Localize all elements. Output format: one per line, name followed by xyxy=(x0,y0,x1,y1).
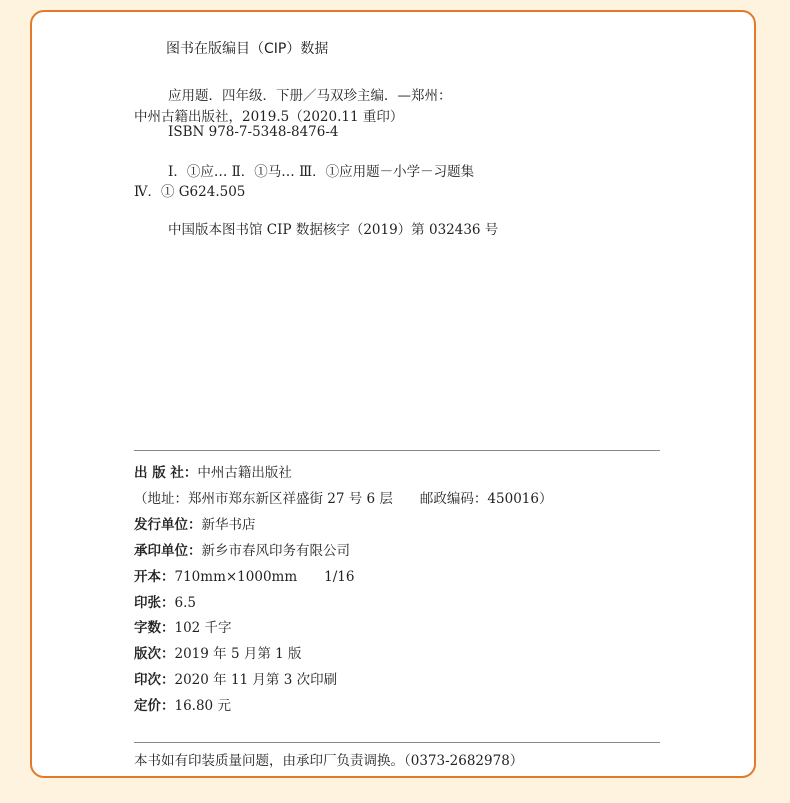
words-value: 102 千字 xyxy=(174,620,232,636)
edition-value: 2019 年 5 月第 1 版 xyxy=(174,646,302,662)
cip-record-number: 中国版本图书馆 CIP 数据核字（2019）第 032436 号 xyxy=(168,222,499,238)
price-value: 16.80 元 xyxy=(174,698,231,714)
quality-notice: 本书如有印装质量问题，由承印厂负责调换。（0373-2682978） xyxy=(134,753,524,769)
printer-label: 承印单位： xyxy=(134,543,202,559)
price-row xyxy=(134,694,231,714)
sheets-label: 印张： xyxy=(134,595,175,611)
sheets-value: 6.5 xyxy=(174,595,196,611)
cip-classification-2: Ⅳ．① G624.505 xyxy=(134,184,246,200)
cip-line-2: 中州古籍出版社，2019.5（2020.11 重印） xyxy=(134,109,404,125)
page-frame xyxy=(30,10,756,778)
publisher-row xyxy=(134,461,292,481)
distributor-row xyxy=(134,513,256,533)
price-label: 定价： xyxy=(134,698,175,714)
format-row xyxy=(134,565,354,585)
publisher-value: 中州古籍出版社 xyxy=(197,465,292,481)
divider-top xyxy=(134,450,660,451)
distributor-value: 新华书店 xyxy=(201,517,256,533)
cip-line-1: 应用题．四年级．下册／马双珍主编．—郑州： xyxy=(168,88,452,104)
address-row: （地址：郑州市郑东新区祥盛街 27 号 6 层 邮政编码：450016） xyxy=(134,491,553,507)
impression-label: 印次： xyxy=(134,672,175,688)
edition-label: 版次： xyxy=(134,646,175,662)
divider-bottom xyxy=(134,742,660,743)
words-label: 字数： xyxy=(134,620,175,636)
cip-isbn: ISBN 978-7-5348-8476-4 xyxy=(168,124,339,140)
printer-row xyxy=(134,539,350,559)
impression-value: 2020 年 11 月第 3 次印刷 xyxy=(174,672,338,688)
words-row xyxy=(134,616,232,636)
printer-value: 新乡市春风印务有限公司 xyxy=(201,543,350,559)
format-label: 开本： xyxy=(134,569,175,585)
publisher-label: 出 版 社： xyxy=(134,465,198,481)
distributor-label: 发行单位： xyxy=(134,517,202,533)
impression-row xyxy=(134,668,337,688)
edition-row xyxy=(134,642,302,662)
format-value: 710mm×1000mm 1/16 xyxy=(174,569,355,585)
cip-classification-1: Ⅰ．①应… Ⅱ．①马… Ⅲ．①应用题－小学－习题集 xyxy=(168,164,475,180)
cip-title: 图书在版编目（CIP）数据 xyxy=(166,41,329,57)
sheets-row xyxy=(134,591,196,611)
